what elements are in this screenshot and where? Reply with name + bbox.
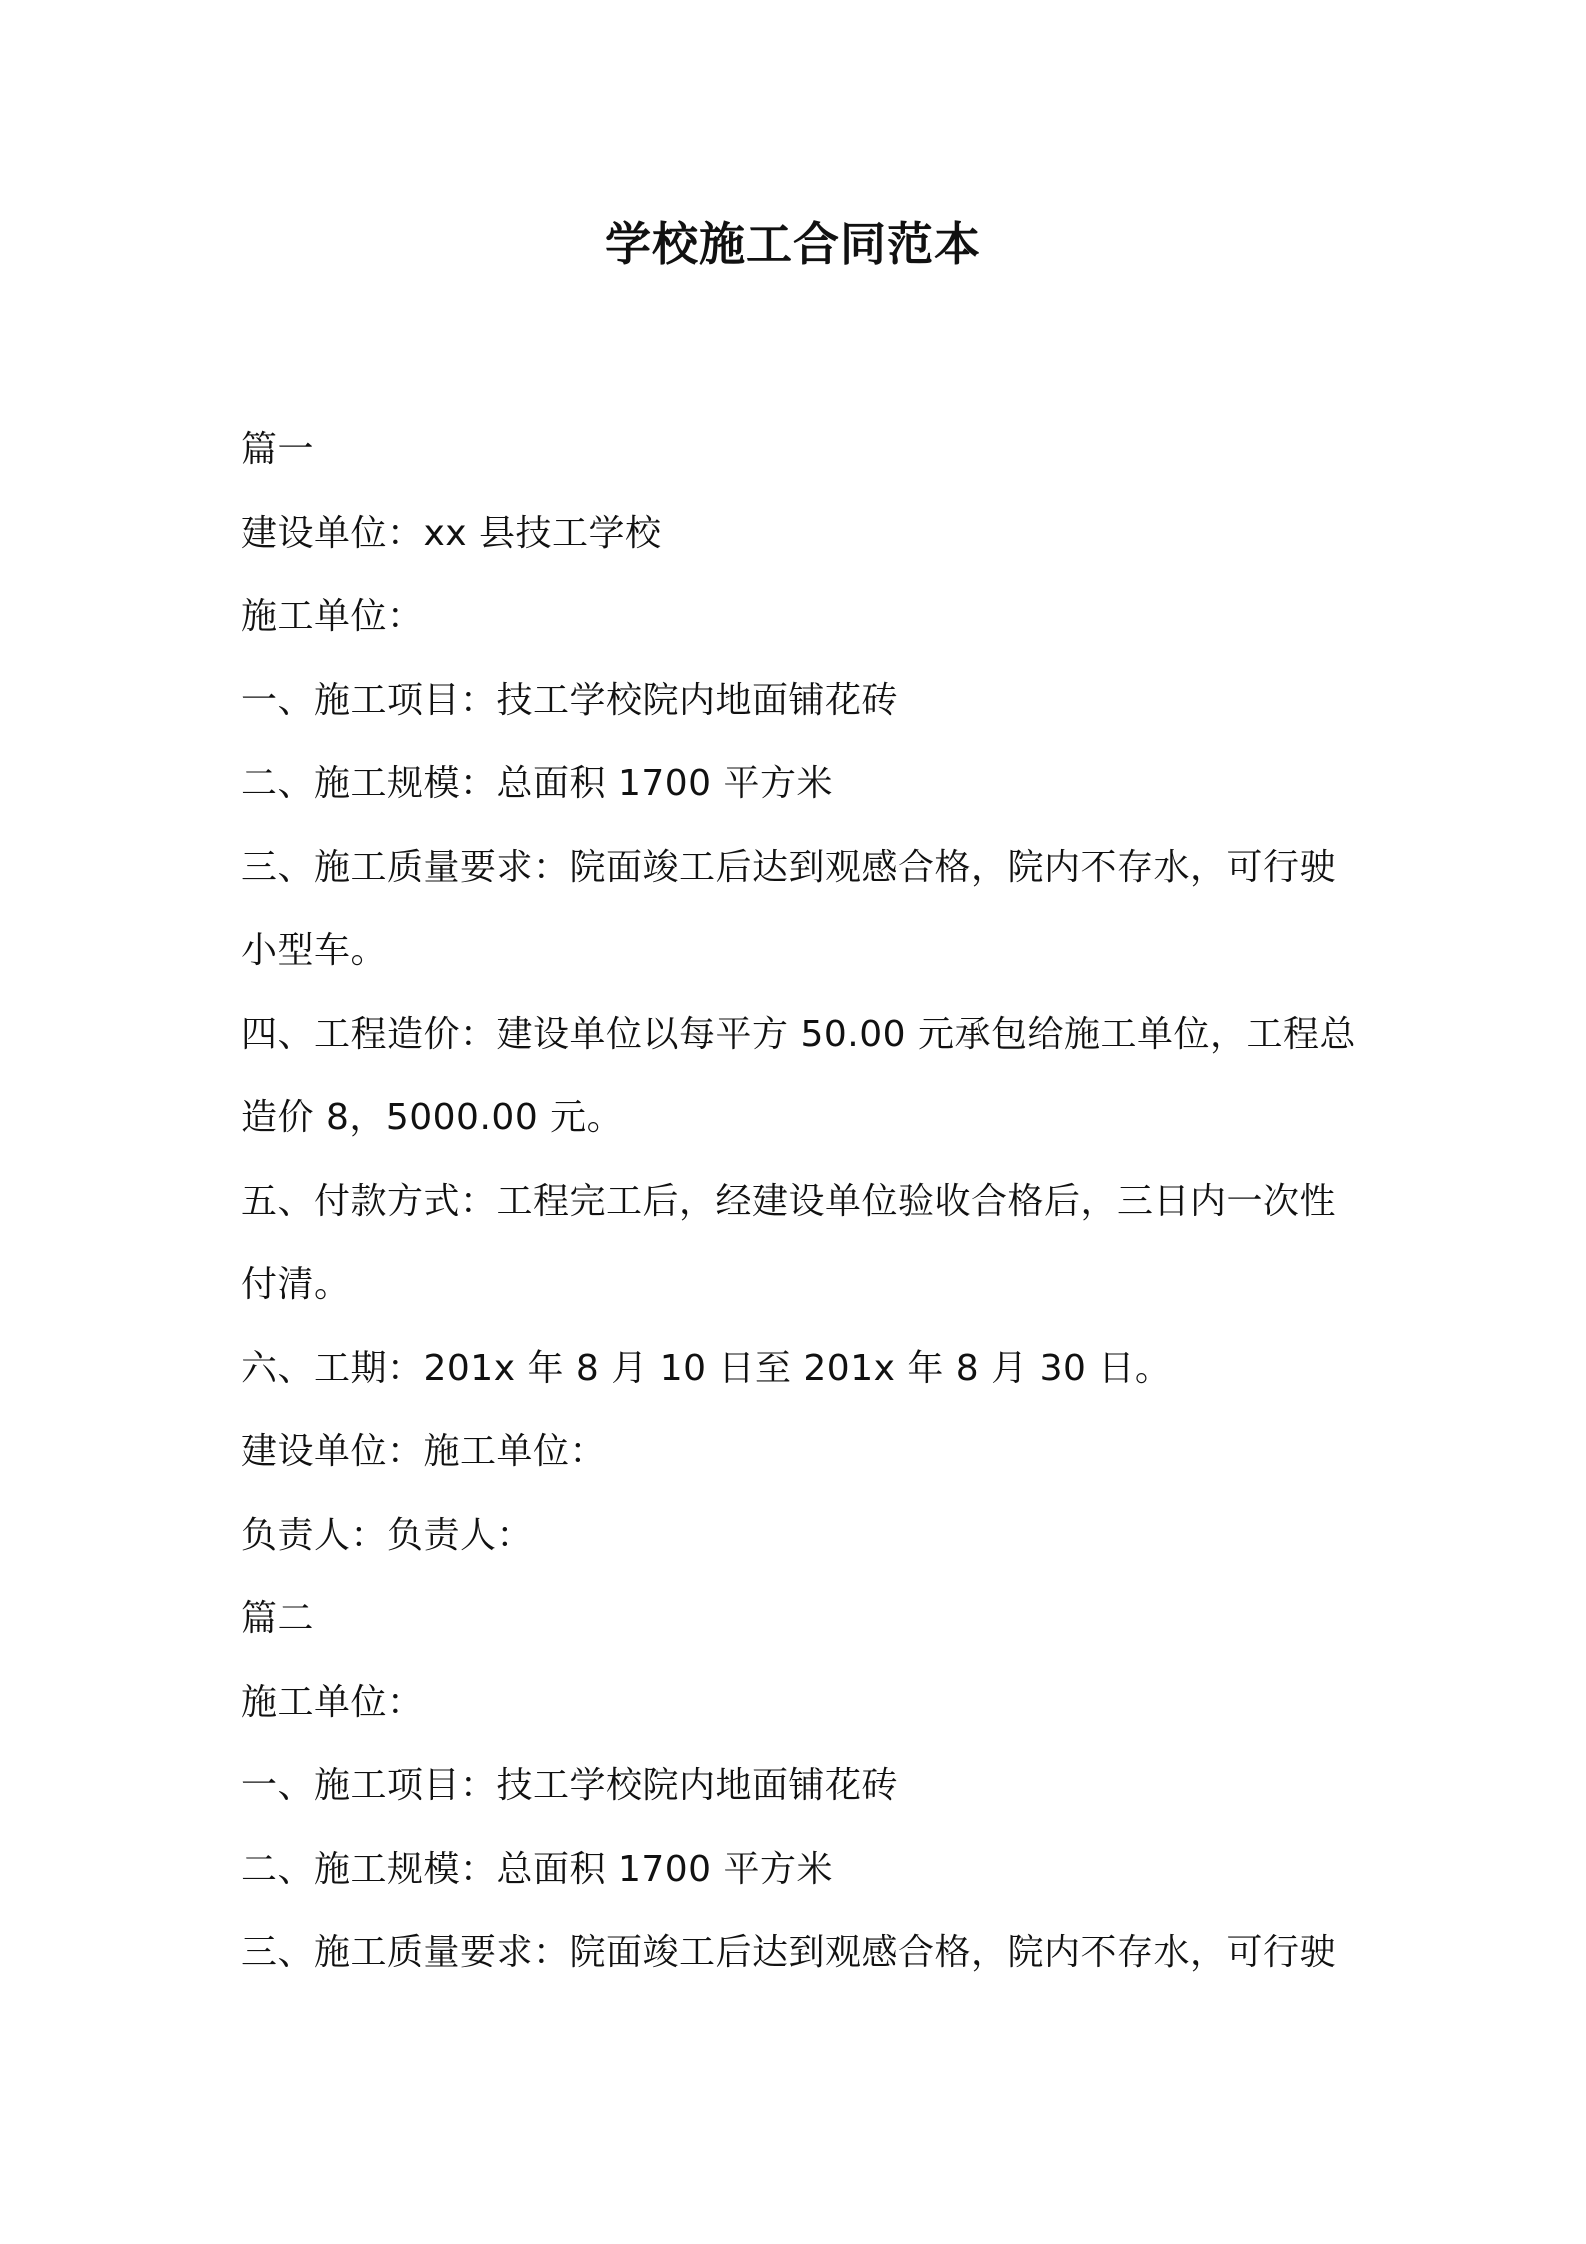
paragraph-line: 负责人：负责人： <box>241 1514 534 1556</box>
section-heading-1: 篇一 <box>241 429 315 470</box>
paragraph-line: 一、施工项目：技工学校院内地面铺花砖 <box>241 679 899 721</box>
document-body <box>241 408 1361 1995</box>
paragraph-line: 五、付款方式：工程完工后，经建设单位验收合格后，三日内一次性 <box>241 1180 1337 1222</box>
paragraph-line: 小型车。 <box>241 930 388 971</box>
paragraph-line: 一、施工项目：技工学校院内地面铺花砖 <box>241 1765 899 1806</box>
paragraph-line: 六、工期：201x 年 8 月 10 日至 201x 年 8 月 30 日。 <box>241 1347 1172 1389</box>
paragraph-line: 四、工程造价：建设单位以每平方 50.00 元承包给施工单位，工程总 <box>241 1013 1356 1055</box>
paragraph-line: 三、施工质量要求：院面竣工后达到观感合格，院内不存水，可行驶 <box>241 846 1337 888</box>
paragraph-line: 施工单位： <box>241 1681 424 1723</box>
paragraph-line: 三、施工质量要求：院面竣工后达到观感合格，院内不存水，可行驶 <box>241 1932 1337 1973</box>
paragraph-line: 造价 8，5000.00 元。 <box>241 1097 624 1138</box>
paragraph-line: 建设单位：xx 县技工学校 <box>241 512 662 554</box>
paragraph-line: 二、施工规模：总面积 1700 平方米 <box>241 1848 834 1890</box>
paragraph-line: 施工单位： <box>241 596 424 637</box>
paragraph-line: 建设单位：施工单位： <box>241 1431 607 1472</box>
paragraph-line: 付清。 <box>241 1264 351 1305</box>
section-heading-2: 篇二 <box>241 1598 315 1639</box>
paragraph-line: 二、施工规模：总面积 1700 平方米 <box>241 763 834 804</box>
document-title: 学校施工合同范本 <box>605 217 981 271</box>
